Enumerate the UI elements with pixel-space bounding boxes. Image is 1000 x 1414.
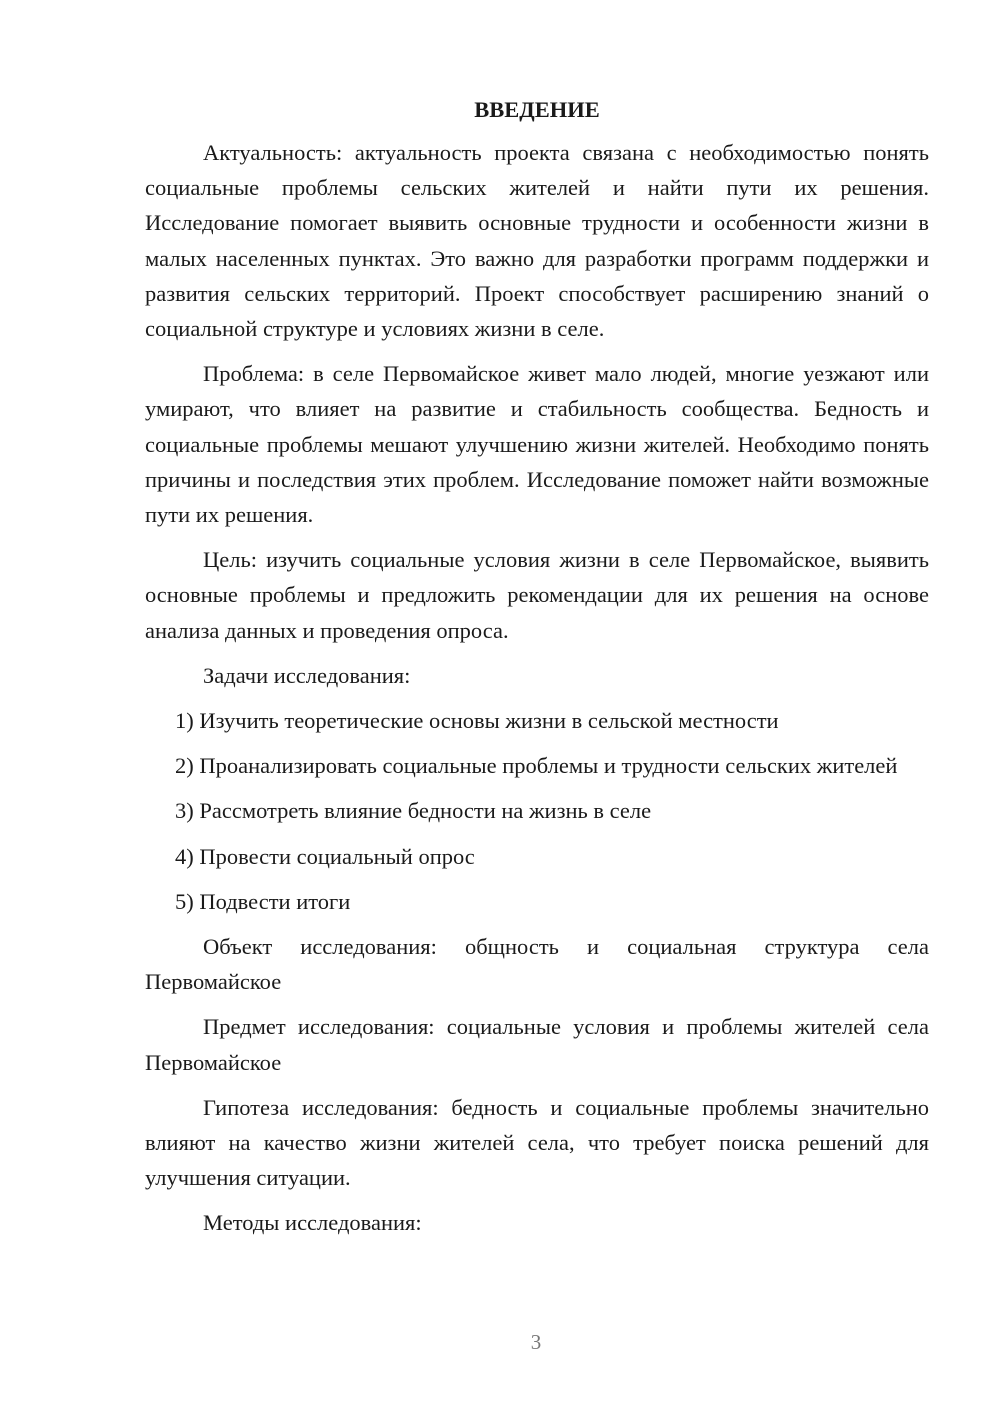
task-item-1: 1) Изучить теоретические основы жизни в сельской местности xyxy=(175,708,779,734)
task-item-4: 4) Провести социальный опрос xyxy=(175,843,475,869)
object-paragraph: Объект исследования: общность и социальная структура села Первомайское xyxy=(145,934,929,995)
tasks-heading: Задачи исследования: xyxy=(203,662,411,688)
subject-paragraph: Предмет исследования: социальные условия и проблемы жителей села Первомайское xyxy=(145,1014,929,1075)
relevance-paragraph: Актуальность: актуальность проекта связана с необходимостью понять социальные проблемы сельских жителей и найти пути их решения. Исследование помогает выявить основные трудности и особенности жизни в малых населенных пунктах. Это важно для разработки программ поддержки и развития сельских территорий. Проект способствует расширению знаний о социальной структуре и условиях жизни в селе. xyxy=(145,140,929,342)
page-number: 3 xyxy=(530,1330,542,1354)
page-title: ВВЕДЕНИЕ xyxy=(474,97,600,122)
problem-paragraph: Проблема: в селе Первомайское живет мало людей, многие уезжают или умирают, что влияет на развитие и стабильность сообщества. Бедность и социальные проблемы мешают улучшению жизни жителей. Необходимо понять причины и последствия этих проблем. Исследование поможет найти возможные пути их решения. xyxy=(145,361,929,528)
task-item-5: 5) Подвести итоги xyxy=(175,888,351,914)
task-item-2: 2) Проанализировать социальные проблемы и трудности сельских жителей xyxy=(175,753,898,779)
task-item-3: 3) Рассмотреть влияние бедности на жизнь в селе xyxy=(175,798,652,824)
goal-paragraph: Цель: изучить социальные условия жизни в селе Первомайское, выявить основные проблемы и предложить рекомендации для их решения на основе анализа данных и проведения опроса. xyxy=(145,547,929,643)
document-body xyxy=(145,92,929,1251)
hypothesis-paragraph: Гипотеза исследования: бедность и социальные проблемы значительно влияют на качество жизни жителей села, что требует поиска решений для улучшения ситуации. xyxy=(145,1094,929,1191)
methods-heading: Методы исследования: xyxy=(203,1210,422,1236)
